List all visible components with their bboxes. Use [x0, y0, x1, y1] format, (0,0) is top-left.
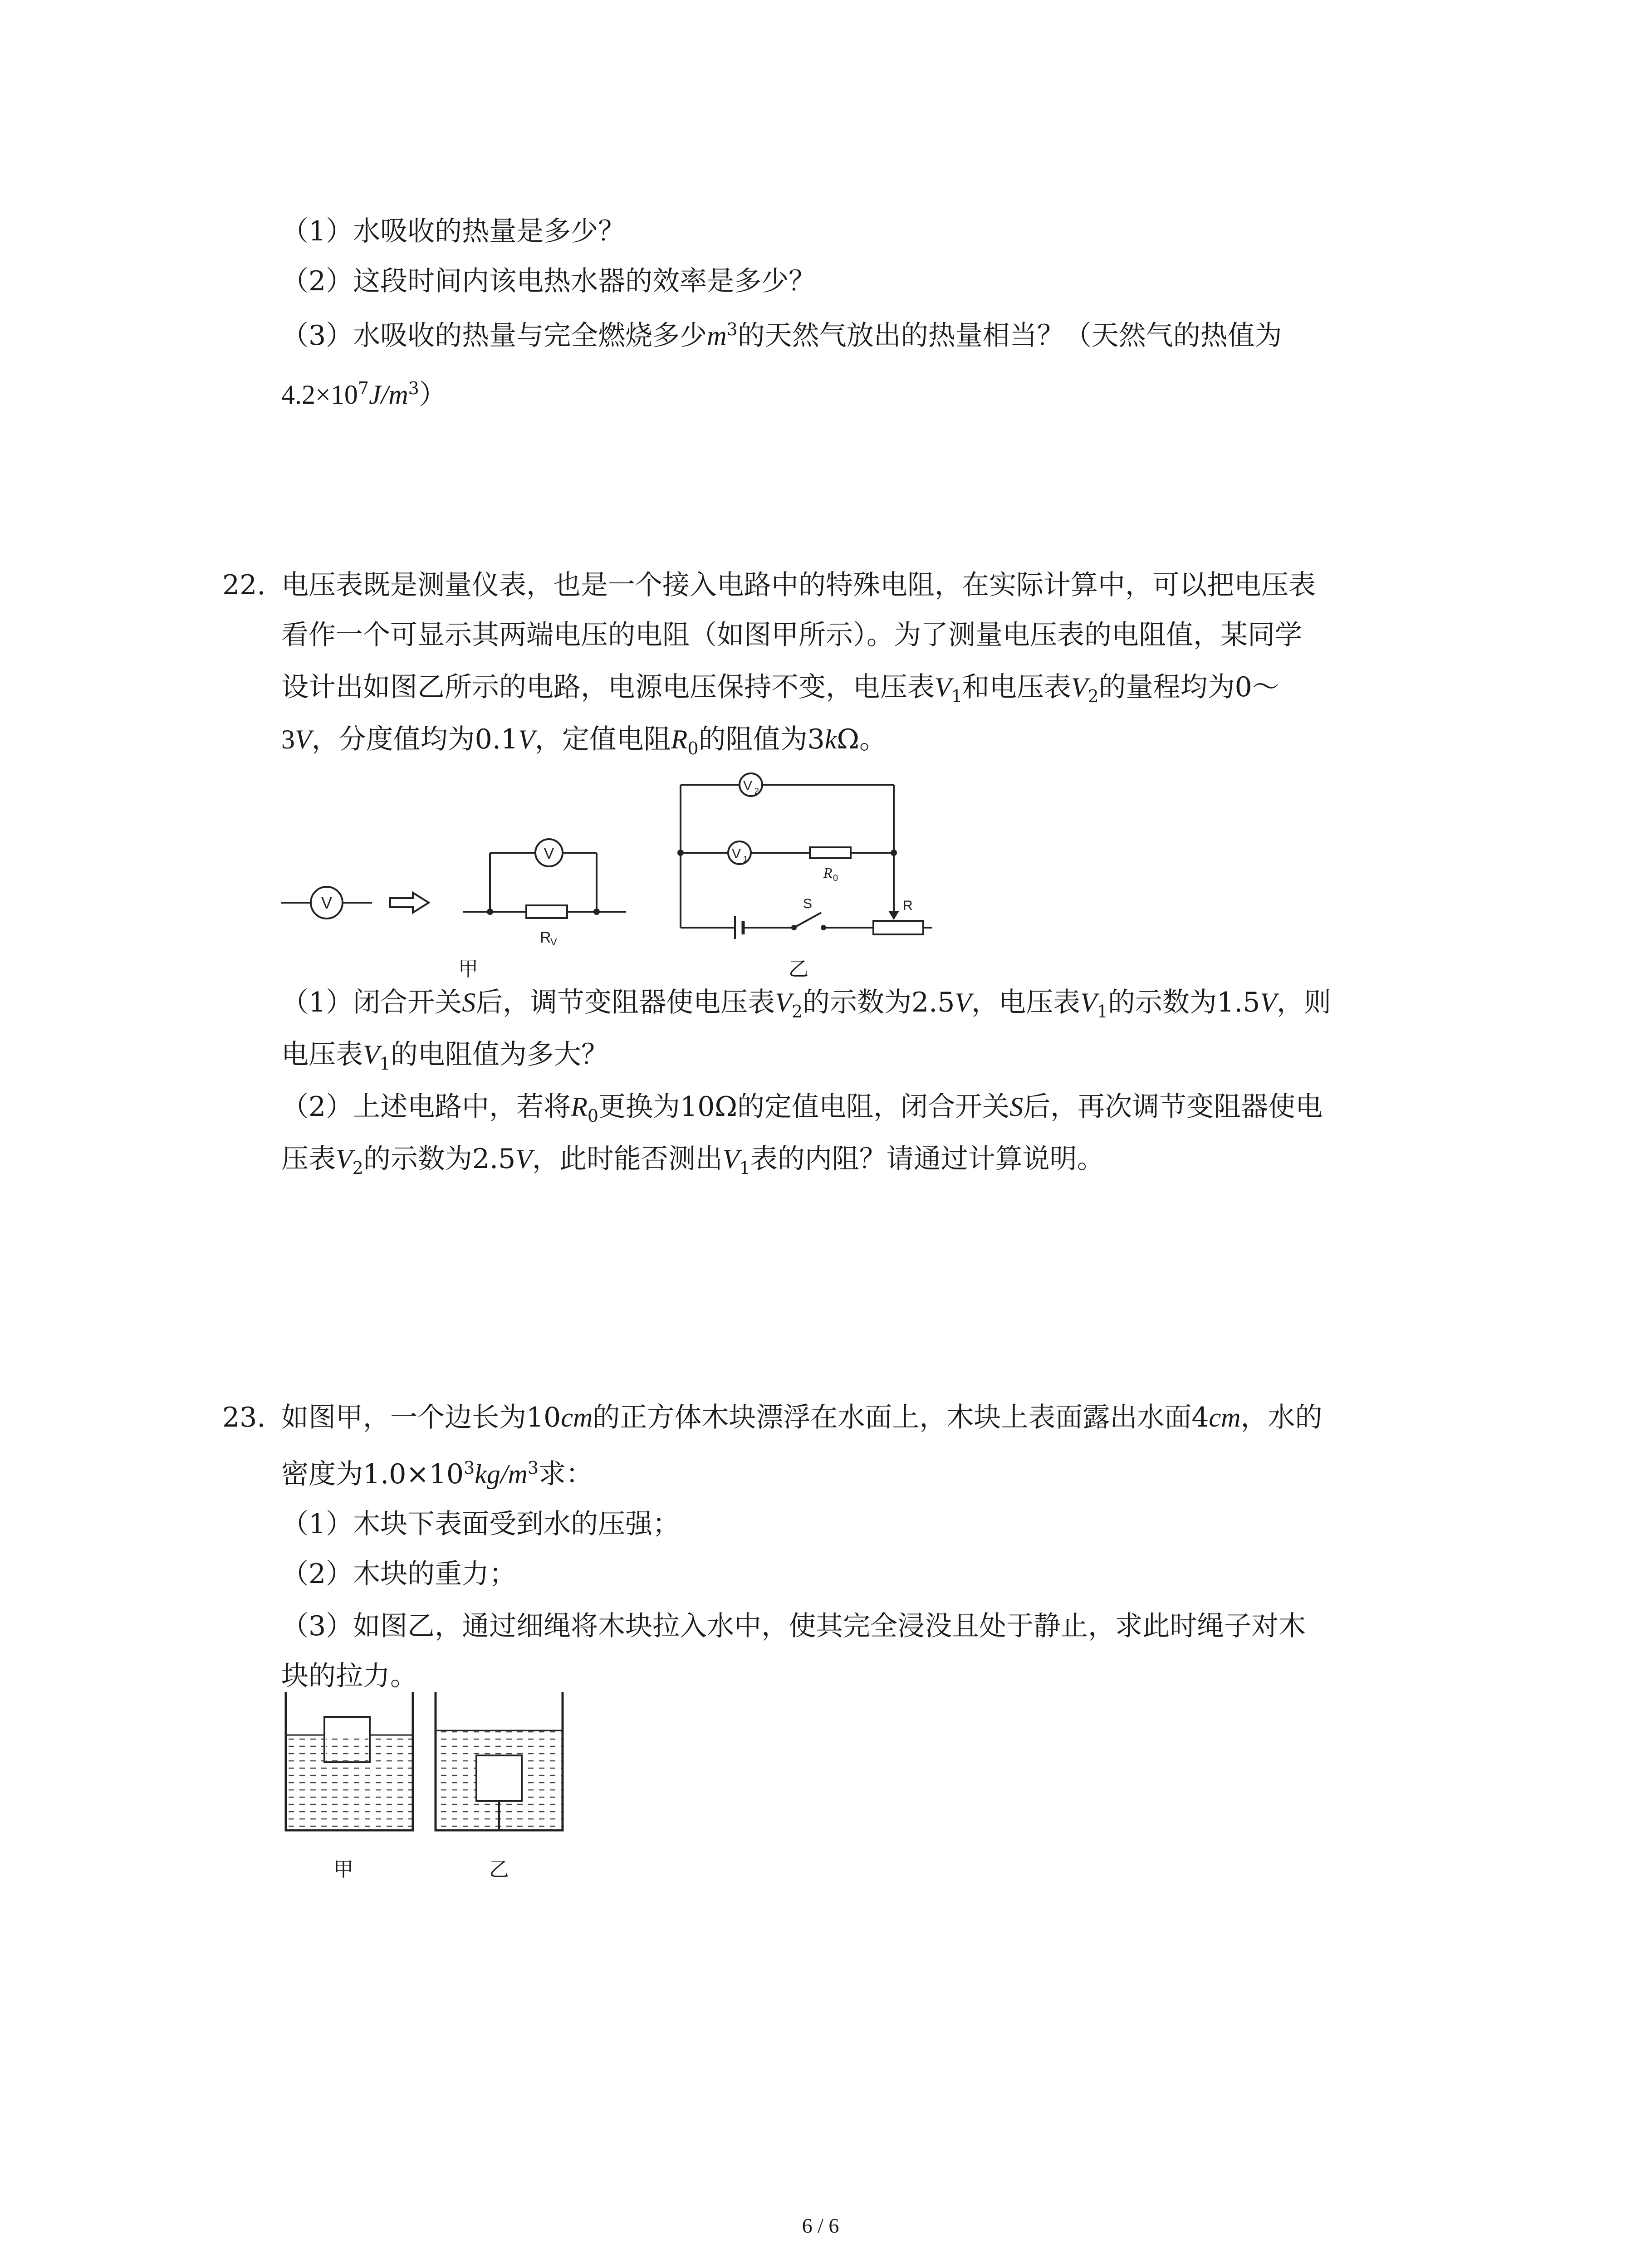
rheostat-slider-icon	[888, 911, 899, 920]
q23-caption-jia: 甲	[333, 1858, 353, 1881]
v2-label: V	[743, 778, 753, 793]
resistor-rv-icon	[526, 905, 567, 918]
q23-part-3: （3）如图乙，通过细绳将木块拉入水中，使其完全浸没且处于静止，求此时绳子对木	[281, 1610, 1306, 1642]
voltmeter-label: V	[544, 845, 554, 862]
rv-subscript: V	[550, 936, 557, 948]
q23-stem-line-2: 密度为$1.0\times 10^3kg/m^3$求：	[281, 1458, 593, 1490]
page-number: 6 / 6	[802, 2214, 839, 2237]
wood-block-yi	[476, 1755, 522, 1801]
q22-stem-line-3: 设计出如图乙所示的电路，电源电压保持不变，电压表$V_1$和电压表$V_2$的量程均为0～	[281, 671, 1279, 706]
q22-figure-jia	[272, 816, 635, 953]
rheostat-icon	[873, 921, 923, 934]
q23-number: 23.	[222, 1402, 266, 1433]
switch-icon	[794, 913, 821, 928]
q22-caption-yi: 乙	[789, 958, 808, 980]
q22-part-1: （1）闭合开关S后，调节变阻器使电压表$V_2$的示数为2.5V，电压表$V_1$的示数为1.5V，则	[281, 987, 1332, 1022]
q23-figure	[277, 1692, 594, 1878]
q22-number: 22.	[222, 569, 266, 601]
q23-caption-yi: 乙	[489, 1858, 509, 1881]
q22-part-2: （2）上述电路中，若将$R_0$更换为10Ω的定值电阻，闭合开关S后，再次调节变阻器使电	[281, 1091, 1323, 1126]
q22-part-2-line-2: 压表$V_2$的示数为2.5V，此时能否测出$V_1$表的内阻？请通过计算说明。	[281, 1143, 1104, 1178]
q22-part-1-line-2: 电压表$V_1$的电阻值为多大？	[281, 1039, 608, 1074]
rv-label: R	[540, 929, 551, 946]
v1-subscript: 1	[743, 855, 748, 864]
q22-figure-yi	[671, 767, 944, 948]
r-label: R	[903, 898, 913, 913]
arrow-right-icon	[390, 893, 429, 913]
s-label: S	[803, 896, 813, 911]
q22-stem-line-1: 电压表既是测量仪表，也是一个接入电路中的特殊电阻，在实际计算中，可以把电压表	[281, 569, 1316, 601]
resistor-r0-icon	[810, 847, 851, 858]
q23-stem-line-1: 如图甲，一个边长为10cm的正方体木块漂浮在水面上，木块上表面露出水面4cm，水的	[281, 1402, 1323, 1433]
voltmeter-label: V	[321, 894, 333, 912]
r0-label: R	[823, 865, 833, 881]
q21-part-3-line-2: $4.2\times 10^7J/m^3$）	[281, 378, 446, 411]
q23-part-2: （2）木块的重力；	[281, 1558, 517, 1590]
r0-subscript: 0	[833, 873, 838, 883]
q22-caption-jia: 甲	[458, 958, 478, 980]
q23-part-1: （1）木块下表面受到水的压强；	[281, 1508, 680, 1540]
q21-part-3: （3）水吸收的热量与完全燃烧多少$m^3$的天然气放出的热量相当？（天然气的热值为	[281, 319, 1282, 352]
q22-stem-line-4: 3V，分度值均为0.1V，定值电阻$R_0$的阻值为3kΩ。	[281, 723, 887, 758]
q21-part-2: （2）这段时间内该电热水器的效率是多少？	[281, 265, 816, 297]
v2-subscript: 2	[754, 787, 759, 796]
v1-label: V	[731, 846, 741, 861]
q22-stem-line-2: 看作一个可显示其两端电压的电阻（如图甲所示）。为了测量电压表的电阻值，某同学	[281, 619, 1302, 651]
q23-part-3-line-2: 块的拉力。	[281, 1660, 417, 1692]
q21-part-1: （1）水吸收的热量是多少？	[281, 215, 626, 247]
